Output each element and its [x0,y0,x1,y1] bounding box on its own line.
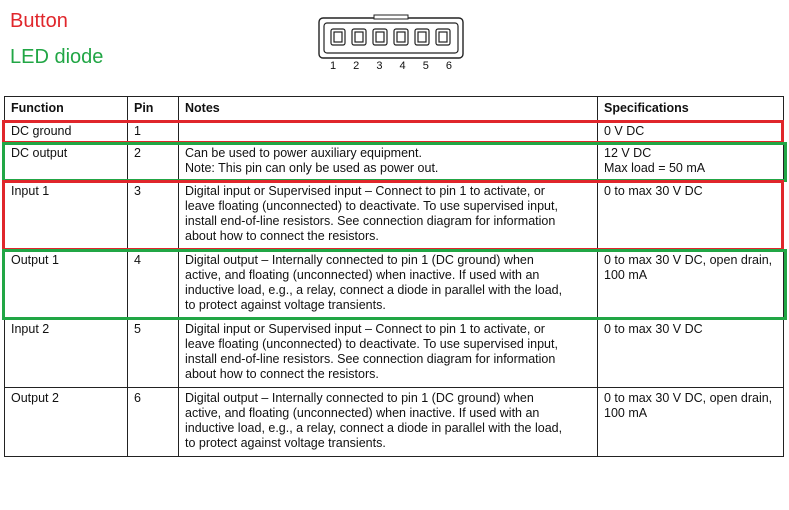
table-header-row [5,97,784,121]
pin-number-label: 4 [399,60,406,72]
cell-notes: Can be used to power auxiliary equipment. Note: This pin can only be used as power out. [179,143,598,181]
connector-pin-numbers [330,60,452,72]
cell-function: Output 2 [5,388,128,457]
cell-spec: 0 to max 30 V DC [598,319,784,388]
cell-spec: 0 V DC [598,121,784,143]
cell-spec: 0 to max 30 V DC, open drain, 100 mA [598,388,784,457]
cell-function: DC output [5,143,128,181]
cell-function: Output 1 [5,250,128,319]
pin-number-label: 2 [353,60,360,72]
cell-function: Input 1 [5,181,128,250]
header-specifications: Specifications [598,97,784,121]
cell-notes [179,121,598,143]
table-row [5,319,784,388]
table-row [5,250,784,319]
table-row [5,143,784,181]
table-row [5,121,784,143]
table-row [5,388,784,457]
cell-pin: 5 [128,319,179,388]
pin-number-label: 1 [330,60,337,72]
cell-pin: 6 [128,388,179,457]
cell-spec: 12 V DC Max load = 50 mA [598,143,784,181]
cell-pin: 3 [128,181,179,250]
cell-function: Input 2 [5,319,128,388]
pin-number-label: 5 [422,60,429,72]
cell-function: DC ground [5,121,128,143]
header-function: Function [5,97,128,121]
cell-pin: 2 [128,143,179,181]
legend-led-label: LED diode [10,46,104,68]
pin-assignment-table [4,96,784,457]
cell-notes: Digital input or Supervised input – Connect to pin 1 to activate, or leave floating (unconnected) to deactivate. To use supervised input, install end-of-line resistors. See connection diagram for information about how to connect the resistors. [179,181,598,250]
legend-button-label: Button [10,10,68,32]
cell-pin: 1 [128,121,179,143]
cell-notes: Digital output – Internally connected to pin 1 (DC ground) when active, and floating (unconnected) when inactive. If used with an inductive load, e.g., a relay, connect a diode in parallel with the load, to protect against voltage transients. [179,388,598,457]
pin-number-label: 6 [445,60,452,72]
cell-spec: 0 to max 30 V DC [598,181,784,250]
cell-spec: 0 to max 30 V DC, open drain, 100 mA [598,250,784,319]
cell-notes: Digital input or Supervised input – Connect to pin 1 to activate, or leave floating (unconnected) to deactivate. To use supervised input, install end-of-line resistors. See connection diagram for information about how to connect the resistors. [179,319,598,388]
header-notes: Notes [179,97,598,121]
cell-notes: Digital output – Internally connected to pin 1 (DC ground) when active, and floating (unconnected) when inactive. If used with an inductive load, e.g., a relay, connect a diode in parallel with the load, to protect against voltage transients. [179,250,598,319]
cell-pin: 4 [128,250,179,319]
pin-number-label: 3 [376,60,383,72]
header-pin: Pin [128,97,179,121]
table-row [5,181,784,250]
